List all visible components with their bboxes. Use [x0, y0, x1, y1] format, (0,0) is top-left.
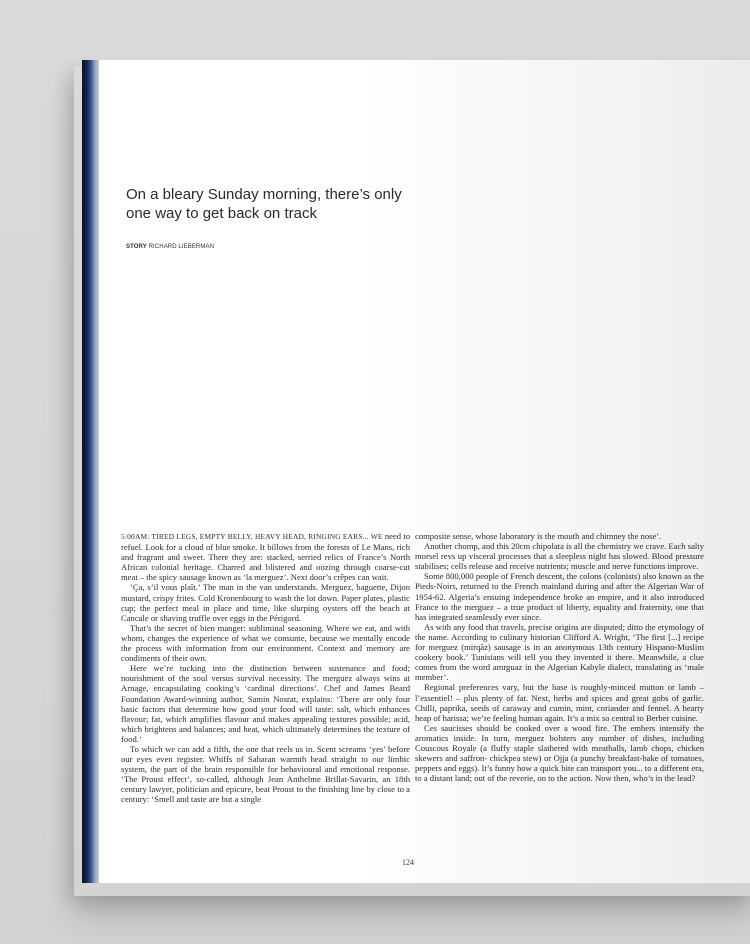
page-number: 124 [402, 858, 414, 867]
paragraph: Here we’re tucking into the distinction between sustenance and food; nourishment of the soul versus survival necessity. The merguez always wins at Arnage, encapsulating cooking’s ‘cardinal directions’. Chef and James Beard Foundation Award-winning author, Samin Nosrat, explains: ‘There are only four basic factors that determine how good your food will taste: salt, which enhances flavour; fat, which amplifies flavour and makes appealing textures possible; acid, which brightens and balances; and heat, which ultimately determines the texture of food.’ [121, 663, 410, 744]
text-column-left [121, 531, 410, 805]
paragraph: As with any food that travels, precise origins are disputed; ditto the etymology of the name. According to culinary historian Clifford A. Wright, ‘The first [...] recipe for merguez (mirqāz) sausage is in an anonymous 13th century Hispano-Muslim cookery book.’ Tunisians will tell you they invented it there. Meanwhile, a clue comes from the word amrguaz in the Algerian Kabyle dialect, translating as ‘male member’. [415, 621, 704, 683]
lead-caps: 5:00AM: TIRED LEGS, EMPTY BELLY, HEAVY HEAD, RINGING EARS... WE [121, 532, 383, 541]
paragraph: Another chomp, and this 20cm chipolata is all the chemistry we crave. Each salty morsel revs up visceral processes that a sleepless night has slowed. Blood pressure stabilises; cells release and receive nutrients; muscle and nerve functions improve. [415, 541, 704, 572]
lead-paragraph [121, 531, 410, 582]
byline [126, 244, 214, 250]
text-column-right [415, 531, 704, 783]
paragraph-continued: composite sense, whose laboratory is the mouth and chimney the nose’. [415, 531, 662, 541]
paragraph: Some 800,000 people of French descent, the colons (colonists) also known as the Pieds-Noirs, returned to the French mainland during and after the Algerian War of 1954-62. Algeria’s ensuing independence broke an empire, and it also introduced France to the merguez – a true product of liberty, equality and fraternity, one that has integrated seamlessly ever since. [415, 571, 704, 622]
lead-text: need to refuel. Look for a cloud of blue smoke. It billows from the forests of Le Mans, rich and fragrant and sweet. There they are: stacked, serried relics of France’s North African colonial heritage. Charred and blistered and oozing through coarse-cut meat – the spicy sausage known as ‘la merguez’. Next door’s crêpes can wait. [121, 531, 410, 583]
byline-label: STORY [126, 244, 147, 250]
paragraph: To which we can add a fifth, the one that reels us in. Scent screams ‘yes’ before our eyes even register. Whiffs of Saharan warmth head straight to our limbic system, the part of the brain responsible for behavioural and emotional response. ‘The Proust effect’, so-called, although Jean Anthelme Brillat-Savarin, an 18th century lawyer, politician and epicure, beat Proust to the finishing line by close to a century: ‘Smell and taste are but a single [121, 743, 410, 805]
byline-author: RICHARD LIEBERMAN [148, 244, 215, 250]
paragraph: That’s the secret of bien manger: subliminal seasoning. Where we eat, and with whom, changes the experience of what we consume, because we mentally encode the process with information from our environment. Context and memory are condiments of their own. [121, 622, 410, 664]
magazine-page [99, 60, 750, 883]
article-headline: On a bleary Sunday morning, there’s only one way to get back on track [126, 186, 402, 222]
magazine-spine [82, 60, 99, 883]
paragraph: Regional preferences vary, but the base is roughly-minced mutton or lamb – l’essentiel! – plus plenty of fat. Next, herbs and spices and great gobs of garlic. Chilli, paprika, seeds of caraway and cumin, mint, coriander and fennel. A hearty heap of harissa; we’re feeling human again. It’s a mix so central to Berber cuisine. [415, 682, 704, 723]
paragraph: Ces saucisses should be cooked over a wood fire. The embers intensify the aromatics inside. In turn, merguez bolsters any number of dishes, including Couscous Royale (a fluffy staple slathered with meatballs, lamb chops, chicken skewers and saffron- chickpea stew) or Ojja (a punchy breakfast-bake of tomatoes, peppers and eggs). It’s funny how a quick bite can transport you... to a different era, to a distant land; out of the reverie, on to the action. Now then, who’s in the lead? [415, 722, 704, 784]
paragraph: ‘Ça, s’il vous plaît.’ The man in the van understands. Merguez, baguette, Dijon mustard, crispy frites. Cold Kronenbourg to wash the lot down. Paper plates, plastic cup; the perfect meal in place and time, like slurping oysters off the beach at Cancale or shaving truffle over eggs in the Périgord. [121, 582, 410, 623]
